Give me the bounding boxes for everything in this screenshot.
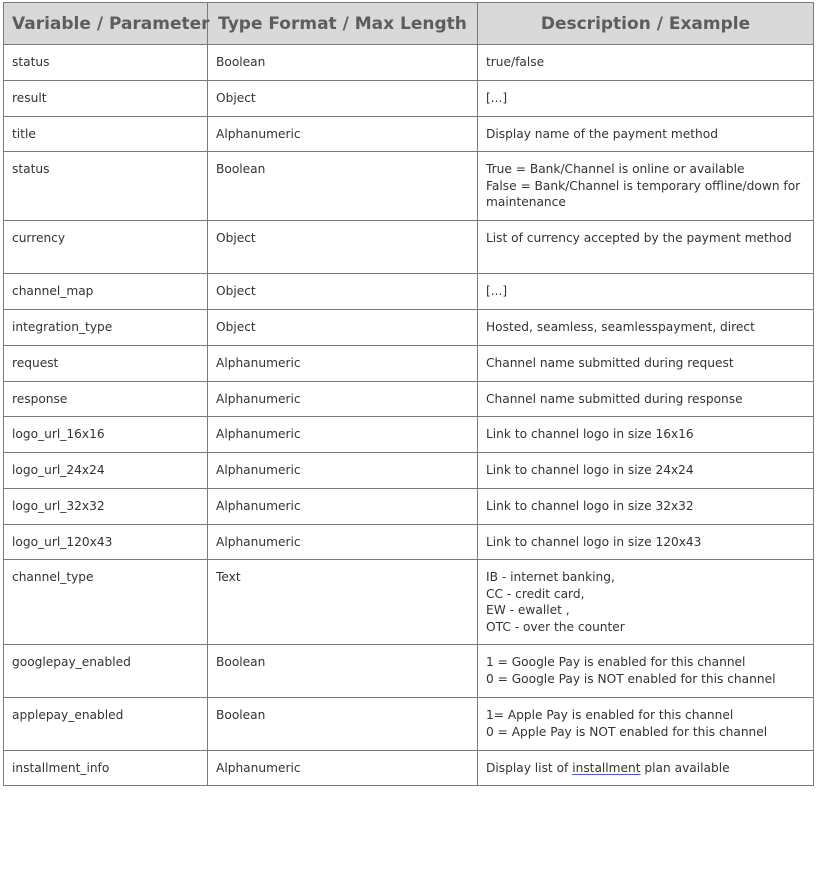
table-row [4,117,814,152]
description-line: Link to channel logo in size 16x16 [486,427,694,441]
description-line: Link to channel logo in size 32x32 [486,499,694,513]
cell-description [478,751,814,786]
cell-variable: channel_map [4,274,208,310]
cell-type: Alphanumeric [208,453,478,489]
description-line: True = Bank/Channel is online or available [486,162,745,176]
description-line: IB - internet banking, [486,570,615,584]
cell-type: Text [208,560,478,645]
description-line: Link to channel logo in size 24x24 [486,463,694,477]
description-line: Display list of installment plan available [486,761,730,775]
table-body [4,45,814,786]
description-line: Channel name submitted during request [486,356,734,370]
description-line: False = Bank/Channel is temporary offline/down for maintenance [486,178,801,209]
cell-description [478,117,814,152]
cell-type: Boolean [208,698,478,751]
document-page [3,2,813,786]
cell-description [478,382,814,417]
cell-variable: result [4,81,208,117]
cell-type: Alphanumeric [208,117,478,152]
cell-description [478,45,814,81]
cell-variable: status [4,152,208,221]
cell-type: Alphanumeric [208,346,478,382]
cell-description [478,274,814,310]
header-description: Description / Example [478,3,814,45]
cell-type: Alphanumeric [208,489,478,525]
parameter-table [3,2,814,786]
description-line: 1 = Google Pay is enabled for this channel [486,655,746,669]
description-line: CC - credit card, [486,586,585,601]
table-row [4,751,814,786]
cell-variable: status [4,45,208,81]
description-line: 0 = Google Pay is NOT enabled for this channel [486,671,776,686]
cell-variable: logo_url_32x32 [4,489,208,525]
table-row [4,698,814,751]
description-line: 0 = Apple Pay is NOT enabled for this channel [486,724,768,739]
description-line: [...] [486,284,508,298]
header-type: Type Format / Max Length [208,3,478,45]
table-row [4,525,814,560]
description-line: EW - ewallet , [486,603,570,617]
table-row [4,274,814,310]
description-line: 1= Apple Pay is enabled for this channel [486,708,734,722]
cell-description [478,489,814,525]
table-row [4,45,814,81]
table-row [4,310,814,346]
description-line: List of currency accepted by the payment method [486,231,792,245]
cell-type: Boolean [208,645,478,698]
cell-description [478,525,814,560]
table-row [4,152,814,221]
cell-type: Alphanumeric [208,525,478,560]
cell-variable: installment_info [4,751,208,786]
cell-variable: applepay_enabled [4,698,208,751]
description-line: Channel name submitted during response [486,392,743,406]
cell-type: Boolean [208,152,478,221]
cell-description [478,645,814,698]
cell-description [478,698,814,751]
table-row [4,346,814,382]
cell-description [478,81,814,117]
cell-variable: currency [4,221,208,274]
cell-description [478,453,814,489]
cell-variable: request [4,346,208,382]
table-row [4,221,814,274]
cell-type: Alphanumeric [208,382,478,417]
cell-description [478,346,814,382]
cell-description [478,417,814,453]
cell-variable: logo_url_24x24 [4,453,208,489]
table-row [4,453,814,489]
table-row [4,382,814,417]
description-line: OTC - over the counter [486,619,625,634]
cell-description [478,152,814,221]
cell-type: Alphanumeric [208,751,478,786]
cell-type: Boolean [208,45,478,81]
cell-variable: integration_type [4,310,208,346]
cell-variable: googlepay_enabled [4,645,208,698]
cell-variable: channel_type [4,560,208,645]
description-line: [...] [486,91,508,105]
description-line: true/false [486,55,545,69]
header-row [4,3,814,45]
spellcheck-word: installment [572,761,641,775]
table-row [4,645,814,698]
cell-type: Object [208,81,478,117]
table-row [4,560,814,645]
cell-description [478,310,814,346]
table-row [4,417,814,453]
cell-variable: logo_url_120x43 [4,525,208,560]
cell-description [478,560,814,645]
cell-type: Object [208,310,478,346]
header-variable: Variable / Parameter [4,3,208,45]
cell-variable: title [4,117,208,152]
cell-variable: response [4,382,208,417]
description-line: Link to channel logo in size 120x43 [486,535,702,549]
description-line: Display name of the payment method [486,127,718,141]
cell-type: Object [208,274,478,310]
table-row [4,81,814,117]
table-row [4,489,814,525]
cell-description [478,221,814,274]
description-line: Hosted, seamless, seamlesspayment, direct [486,320,755,334]
cell-type: Object [208,221,478,274]
cell-variable: logo_url_16x16 [4,417,208,453]
cell-type: Alphanumeric [208,417,478,453]
